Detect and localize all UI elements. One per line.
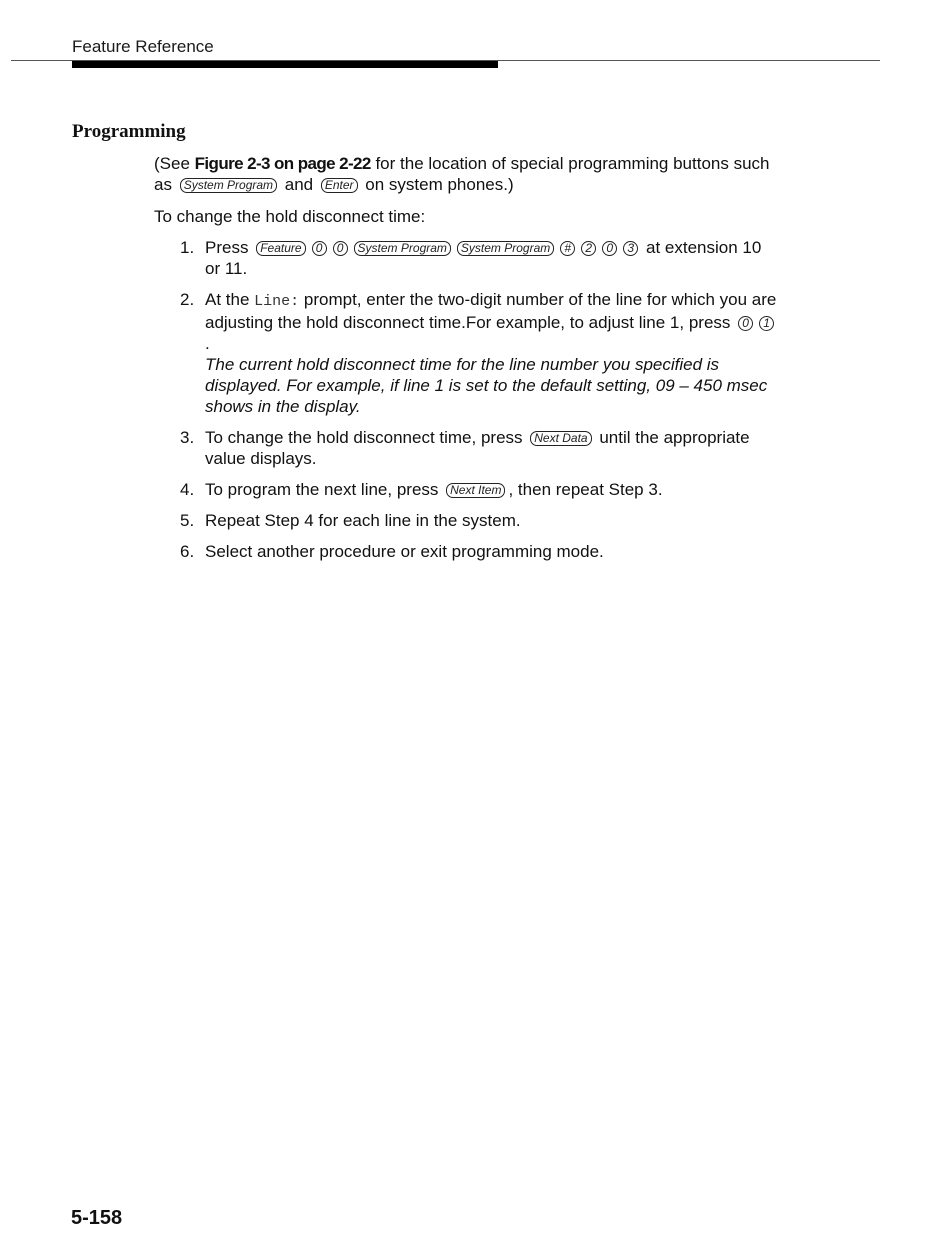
step-text: Select another procedure or exit programming mode.: [205, 542, 604, 561]
intro-prefix: (See: [154, 154, 195, 173]
key-pound: #: [560, 241, 575, 256]
page-number: 5-158: [71, 1207, 123, 1229]
step-number: 1.: [180, 238, 195, 257]
step-text: .: [205, 334, 210, 353]
intro-suffix: on system phones.): [360, 175, 514, 194]
step-4: [154, 479, 779, 500]
step-text: prompt, enter the two-digit number of the line for which you are adjusting the hold disconnect time.For example, to adjust line 1, press: [205, 290, 777, 332]
figure-cross-reference: Figure 2-3 on page 2-22: [194, 154, 371, 173]
step-text: Press: [205, 238, 254, 257]
procedure-steps: [154, 237, 779, 562]
step-number: 4.: [180, 480, 195, 499]
intro-paragraph: [154, 153, 779, 195]
step-text: To change the hold disconnect time, press: [205, 428, 528, 447]
key-digit: 1: [759, 316, 774, 331]
step-number: 5.: [180, 511, 195, 530]
key-digit: 0: [312, 241, 327, 256]
intro-and: and: [280, 175, 318, 194]
display-prompt: Line:: [254, 293, 300, 310]
section-title: Programming: [72, 121, 186, 142]
key-digit: 0: [333, 241, 348, 256]
running-header: Feature Reference: [72, 37, 214, 56]
step-text: until the appropriate value displays.: [205, 428, 750, 468]
header-bar: [72, 61, 498, 68]
key-digit: 0: [602, 241, 617, 256]
step-text: To program the next line, press: [205, 480, 444, 499]
key-digit: 3: [623, 241, 638, 256]
step-number: 3.: [180, 428, 195, 447]
step-number: 2.: [180, 290, 195, 309]
procedure-lead: To change the hold disconnect time:: [154, 207, 426, 226]
step-text: At the: [205, 290, 255, 309]
key-next-data: Next Data: [530, 431, 591, 446]
step-number: 6.: [180, 542, 195, 561]
step-5: [154, 510, 779, 531]
key-digit: 2: [581, 241, 596, 256]
step-3: [154, 427, 779, 469]
key-system-program: System Program: [180, 178, 277, 193]
step-text: , then repeat Step 3.: [508, 480, 663, 499]
key-feature: Feature: [256, 241, 305, 256]
intro-middle: for the location of special programming buttons such as: [154, 154, 770, 194]
step-text: at extension 10 or 11.: [205, 238, 762, 278]
step-2: [154, 289, 779, 417]
key-next-item: Next Item: [446, 483, 505, 498]
content-body: [154, 153, 779, 572]
key-enter: Enter: [321, 178, 358, 193]
step-1: [154, 237, 779, 279]
key-system-program: System Program: [354, 241, 451, 256]
key-system-program: System Program: [457, 241, 554, 256]
step-result: The current hold disconnect time for the line number you specified is displayed. For example, if line 1 is set to the default setting, 09 – 450 msec shows in the display.: [205, 355, 768, 416]
step-text: Repeat Step 4 for each line in the system.: [205, 511, 521, 530]
key-digit: 0: [738, 316, 753, 331]
step-6: [154, 541, 779, 562]
